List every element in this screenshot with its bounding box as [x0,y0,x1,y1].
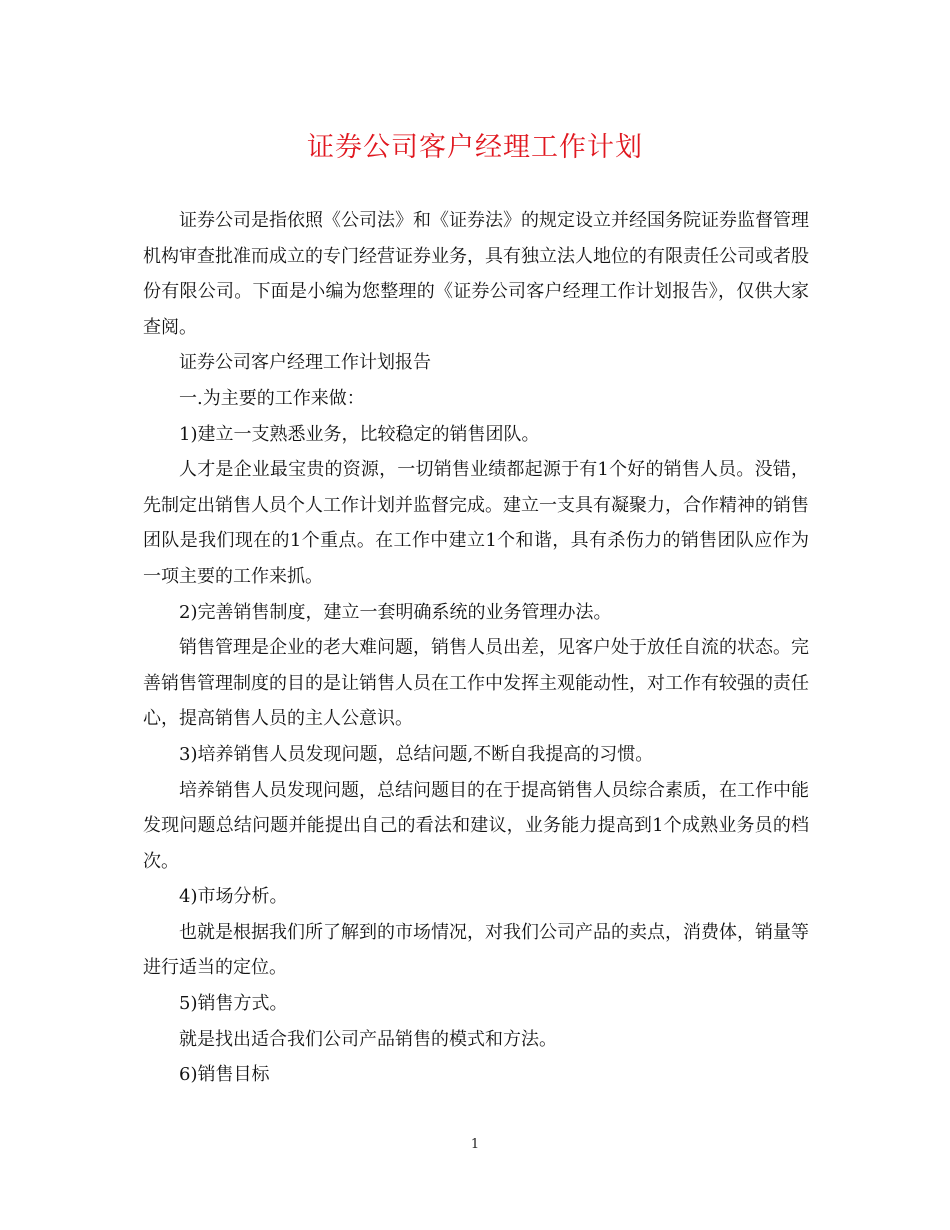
page-number: 1 [470,1137,480,1152]
paragraph-item-4-heading: 4)市场分析。 [179,886,288,908]
paragraph-item-5-body: 就是找出适合我们公司产品销售的模式和方法。 [179,1028,557,1050]
paragraph-item-6-heading: 6)销售目标 [179,1064,270,1086]
document-title: 证券公司客户经理工作计划 [307,132,643,163]
paragraph-item-3-heading: 3)培养销售人员发现问题，总结问题,不断自我提高的习惯。 [179,743,654,765]
paragraph-section-heading: 一.为主要的工作来做： [179,387,365,409]
paragraph-item-1-body: 人才是企业最宝贵的资源，一切销售业绩都起源于有1个好的销售人员。没错，先制定出销售人员个人工作计划并监督完成。建立一支具有凝聚力，合作精神的销售团队是我们现在的1个重点。在工作中建立1个和谐，具有杀伤力的销售团队应作为一项主要的工作来抓。 [143,459,809,587]
document-body [143,203,809,1093]
paragraph-item-2-body: 销售管理是企业的老大难问题，销售人员出差，见客户处于放任自流的状态。完善销售管理制度的目的是让销售人员在工作中发挥主观能动性，对工作有较强的责任心，提高销售人员的主人公意识。 [143,637,809,730]
paragraph-item-5-heading: 5)销售方式。 [179,993,288,1015]
paragraph-item-3-body: 培养销售人员发现问题，总结问题目的在于提高销售人员综合素质，在工作中能发现问题总结问题并能提出自己的看法和建议，业务能力提高到1个成熟业务员的档次。 [143,779,809,872]
paragraph-intro: 证券公司是指依照《公司法》和《证券法》的规定设立并经国务院证券监督管理机构审查批准而成立的专门经营证券业务，具有独立法人地位的有限责任公司或者股份有限公司。下面是小编为您整理的《证券公司客户经理工作计划报告》，仅供大家查阅。 [143,210,809,338]
paragraph-item-1-heading: 1)建立一支熟悉业务，比较稳定的销售团队。 [179,423,540,445]
paragraph-item-2-heading: 2)完善销售制度，建立一套明确系统的业务管理办法。 [179,601,612,623]
paragraph-report-title: 证券公司客户经理工作计划报告 [179,352,431,374]
paragraph-item-4-body: 也就是根据我们所了解到的市场情况，对我们公司产品的卖点，消费体，销量等进行适当的定位。 [143,921,809,979]
